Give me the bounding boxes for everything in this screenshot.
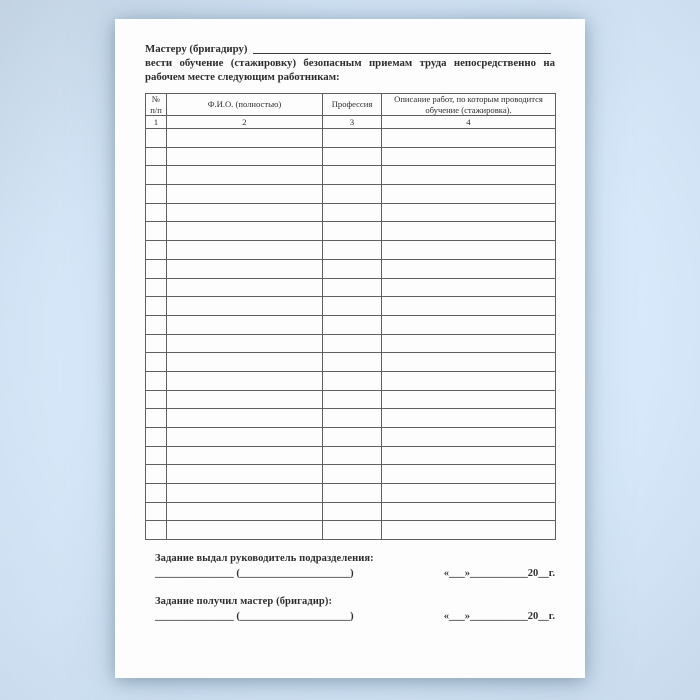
empty-rows-body	[146, 129, 556, 540]
empty-cell	[167, 484, 323, 503]
empty-cell	[167, 259, 323, 278]
empty-cell	[382, 259, 556, 278]
empty-cell	[146, 278, 167, 297]
empty-cell	[146, 241, 167, 260]
empty-cell	[146, 222, 167, 241]
empty-cell	[323, 222, 382, 241]
workers-table	[145, 93, 556, 540]
empty-cell	[323, 465, 382, 484]
empty-cell	[323, 297, 382, 316]
empty-cell	[382, 315, 556, 334]
empty-cell	[382, 409, 556, 428]
empty-cell	[146, 390, 167, 409]
empty-cell	[323, 446, 382, 465]
empty-cell	[323, 278, 382, 297]
empty-cell	[167, 241, 323, 260]
empty-cell	[146, 203, 167, 222]
empty-cell	[323, 259, 382, 278]
column-number-cell: 2	[167, 116, 323, 129]
intro-paragraph: вести обучение (стажировку) безопасным приемам труда непосредственно на рабочем месте следующим работникам:	[145, 57, 555, 83]
empty-cell	[167, 521, 323, 540]
table-row	[146, 241, 556, 260]
empty-cell	[167, 129, 323, 148]
empty-cell	[167, 222, 323, 241]
table-row	[146, 203, 556, 222]
table-row	[146, 353, 556, 372]
header-cell-name: Ф.И.О. (полностью)	[167, 94, 323, 116]
table-row	[146, 259, 556, 278]
table-row	[146, 484, 556, 503]
table-row	[146, 428, 556, 447]
empty-cell	[323, 315, 382, 334]
empty-cell	[382, 465, 556, 484]
column-number-row	[146, 116, 556, 129]
signature-blank-line: _______________ (_____________________)	[155, 568, 354, 580]
empty-cell	[146, 259, 167, 278]
empty-cell	[323, 334, 382, 353]
empty-cell	[382, 241, 556, 260]
empty-cell	[167, 502, 323, 521]
date-blank-line: «___»___________20__г.	[443, 568, 555, 580]
table-row	[146, 371, 556, 390]
empty-cell	[382, 446, 556, 465]
empty-cell	[167, 428, 323, 447]
empty-cell	[167, 390, 323, 409]
empty-cell	[167, 203, 323, 222]
empty-cell	[382, 502, 556, 521]
column-number-cell: 1	[146, 116, 167, 129]
empty-cell	[382, 297, 556, 316]
empty-cell	[146, 409, 167, 428]
table-row	[146, 185, 556, 204]
empty-cell	[167, 315, 323, 334]
empty-cell	[323, 147, 382, 166]
empty-cell	[146, 465, 167, 484]
empty-cell	[323, 502, 382, 521]
table-row	[146, 409, 556, 428]
signature-block-receiver	[155, 595, 555, 623]
empty-cell	[146, 353, 167, 372]
empty-cell	[323, 166, 382, 185]
header-cell-description: Описание работ, по которым проводится обучение (стажировка).	[382, 94, 556, 116]
signature-title: Задание получил мастер (бригадир):	[155, 596, 333, 608]
table-row	[146, 390, 556, 409]
signatures-section	[155, 552, 555, 623]
table-row	[146, 297, 556, 316]
empty-cell	[382, 147, 556, 166]
empty-cell	[323, 409, 382, 428]
empty-cell	[146, 185, 167, 204]
table-header-row	[146, 94, 556, 116]
empty-cell	[382, 185, 556, 204]
table-row	[146, 147, 556, 166]
empty-cell	[323, 484, 382, 503]
empty-cell	[146, 484, 167, 503]
empty-cell	[146, 315, 167, 334]
table-row	[146, 129, 556, 148]
date-blank-line: «___»___________20__г.	[443, 611, 555, 623]
empty-cell	[167, 147, 323, 166]
table-row	[146, 222, 556, 241]
table-row	[146, 465, 556, 484]
table-row	[146, 315, 556, 334]
header-cell-profession: Профессия	[323, 94, 382, 116]
table-row	[146, 521, 556, 540]
empty-cell	[382, 484, 556, 503]
empty-cell	[146, 502, 167, 521]
empty-cell	[167, 353, 323, 372]
empty-cell	[382, 390, 556, 409]
document-page	[115, 19, 585, 678]
empty-cell	[382, 353, 556, 372]
empty-cell	[146, 371, 167, 390]
empty-cell	[323, 390, 382, 409]
table-row	[146, 278, 556, 297]
empty-cell	[382, 521, 556, 540]
table-row	[146, 166, 556, 185]
addressee-label: Мастеру (бригадиру)	[145, 43, 248, 55]
empty-cell	[382, 278, 556, 297]
intro-section	[145, 42, 555, 84]
empty-cell	[146, 334, 167, 353]
addressee-blank-line	[253, 44, 552, 54]
empty-cell	[382, 166, 556, 185]
empty-cell	[146, 428, 167, 447]
addressee-line	[145, 42, 555, 56]
empty-cell	[382, 129, 556, 148]
empty-cell	[323, 241, 382, 260]
empty-cell	[323, 129, 382, 148]
empty-cell	[146, 521, 167, 540]
empty-cell	[167, 409, 323, 428]
column-number-cell: 3	[323, 116, 382, 129]
empty-cell	[323, 521, 382, 540]
empty-cell	[323, 203, 382, 222]
empty-cell	[167, 446, 323, 465]
table-row	[146, 502, 556, 521]
empty-cell	[167, 371, 323, 390]
table-row	[146, 334, 556, 353]
empty-cell	[146, 147, 167, 166]
empty-cell	[323, 371, 382, 390]
empty-cell	[167, 334, 323, 353]
empty-cell	[167, 297, 323, 316]
empty-cell	[382, 428, 556, 447]
empty-cell	[167, 278, 323, 297]
empty-cell	[167, 166, 323, 185]
empty-cell	[146, 446, 167, 465]
column-number-cell: 4	[382, 116, 556, 129]
empty-cell	[167, 185, 323, 204]
empty-cell	[382, 222, 556, 241]
signature-block-issuer	[155, 552, 555, 580]
table-row	[146, 446, 556, 465]
empty-cell	[146, 129, 167, 148]
empty-cell	[382, 203, 556, 222]
signature-blank-line: _______________ (_____________________)	[155, 611, 354, 623]
empty-cell	[323, 185, 382, 204]
empty-cell	[146, 166, 167, 185]
header-cell-number: № п/п	[146, 94, 167, 116]
empty-cell	[323, 353, 382, 372]
empty-cell	[167, 465, 323, 484]
signature-title: Задание выдал руководитель подразделения:	[155, 553, 374, 565]
empty-cell	[146, 297, 167, 316]
empty-cell	[382, 371, 556, 390]
empty-cell	[382, 334, 556, 353]
empty-cell	[323, 428, 382, 447]
